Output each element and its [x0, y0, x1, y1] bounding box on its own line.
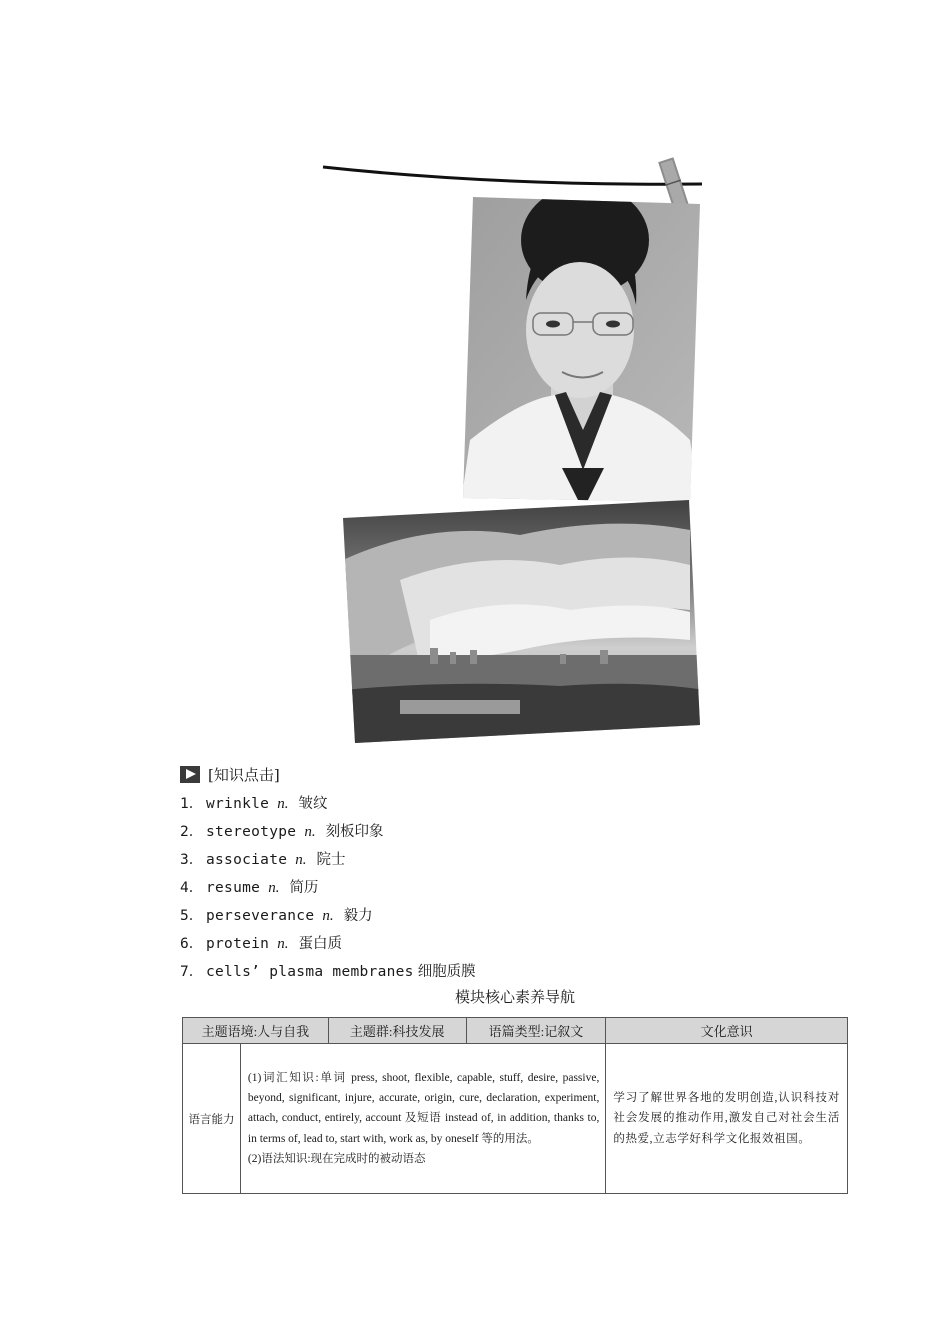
vocab-number: 6．	[180, 936, 204, 952]
vocab-meaning: 刻板印象	[325, 824, 384, 840]
vocab-number: 4．	[180, 880, 204, 896]
grammar-knowledge-text: (2)语法知识:现在完成时的被动语态	[247, 1152, 426, 1165]
knowledge-header-label: [知识点击]	[208, 765, 280, 784]
vocab-pos: n.	[322, 908, 334, 924]
vocab-item	[180, 930, 820, 958]
vocab-number: 1．	[180, 796, 204, 812]
vocab-word: cells’ plasma membranes	[206, 964, 414, 980]
vocab-pos: n.	[268, 880, 280, 896]
hanging-string	[323, 167, 702, 184]
play-icon	[180, 766, 200, 783]
vocab-item	[180, 818, 820, 846]
vocab-word: wrinkle	[206, 796, 270, 812]
vocab-word: stereotype	[206, 824, 297, 840]
header-theme-group: 主题群:科技发展	[328, 1018, 466, 1044]
vocab-knowledge-text: (1)词汇知识:单词 press, shoot, flexible, capable, stuff, desire, passive, beyond, significant, injure, accurate, origin, cure, declaration, experiment, attach, conduct, entirely, account 及短语 instead of, in addition, thanks to, in terms of, lead to, start with, work as, by oneself 等的用法。	[247, 1071, 600, 1145]
vocab-word: associate	[206, 852, 288, 868]
row-label: 语言能力	[183, 1044, 241, 1194]
vocab-number: 3．	[180, 852, 204, 868]
vocab-number: 7．	[180, 964, 204, 980]
table-title: 模块核心素养导航	[454, 988, 575, 1006]
header-theme-context: 主题语境:人与自我	[183, 1018, 329, 1044]
vocab-pos: n.	[304, 824, 316, 840]
vocab-pos: n.	[277, 796, 289, 812]
knowledge-points	[180, 762, 820, 986]
vocab-meaning: 细胞质膜	[417, 964, 476, 980]
vocab-meaning: 蛋白质	[298, 936, 342, 952]
vocab-number: 2．	[180, 824, 204, 840]
header-text-type: 语篇类型:记叙文	[466, 1018, 606, 1044]
vocab-item	[180, 874, 820, 902]
core-literacy-table	[182, 1017, 848, 1194]
vocab-word: resume	[206, 880, 261, 896]
vocab-item	[180, 846, 820, 874]
vocab-item	[180, 958, 820, 986]
vocab-pos: n.	[277, 936, 289, 952]
header-cultural-awareness: 文化意识	[606, 1018, 848, 1044]
storm-cloud-photo	[335, 495, 705, 750]
vocab-meaning: 简历	[289, 880, 319, 896]
table-header-row	[183, 1018, 848, 1044]
vocab-pos: n.	[295, 852, 307, 868]
vocab-list	[180, 790, 820, 986]
portrait-photo	[455, 185, 705, 510]
vocab-word: perseverance	[206, 908, 315, 924]
vocab-number: 5．	[180, 908, 204, 924]
vocab-meaning: 毅力	[343, 908, 373, 924]
vocab-item	[180, 790, 820, 818]
vocab-item	[180, 902, 820, 930]
cultural-awareness-cell: 学习了解世界各地的发明创造,认识科技对社会发展的推动作用,激发自己对社会生活的热爱,立志学好科学文化报效祖国。	[606, 1044, 848, 1194]
language-ability-cell	[240, 1044, 605, 1194]
knowledge-header	[180, 762, 820, 786]
vocab-word: protein	[206, 936, 270, 952]
vocab-meaning: 院士	[316, 852, 346, 868]
table-row	[183, 1044, 848, 1194]
vocab-meaning: 皱纹	[298, 796, 328, 812]
